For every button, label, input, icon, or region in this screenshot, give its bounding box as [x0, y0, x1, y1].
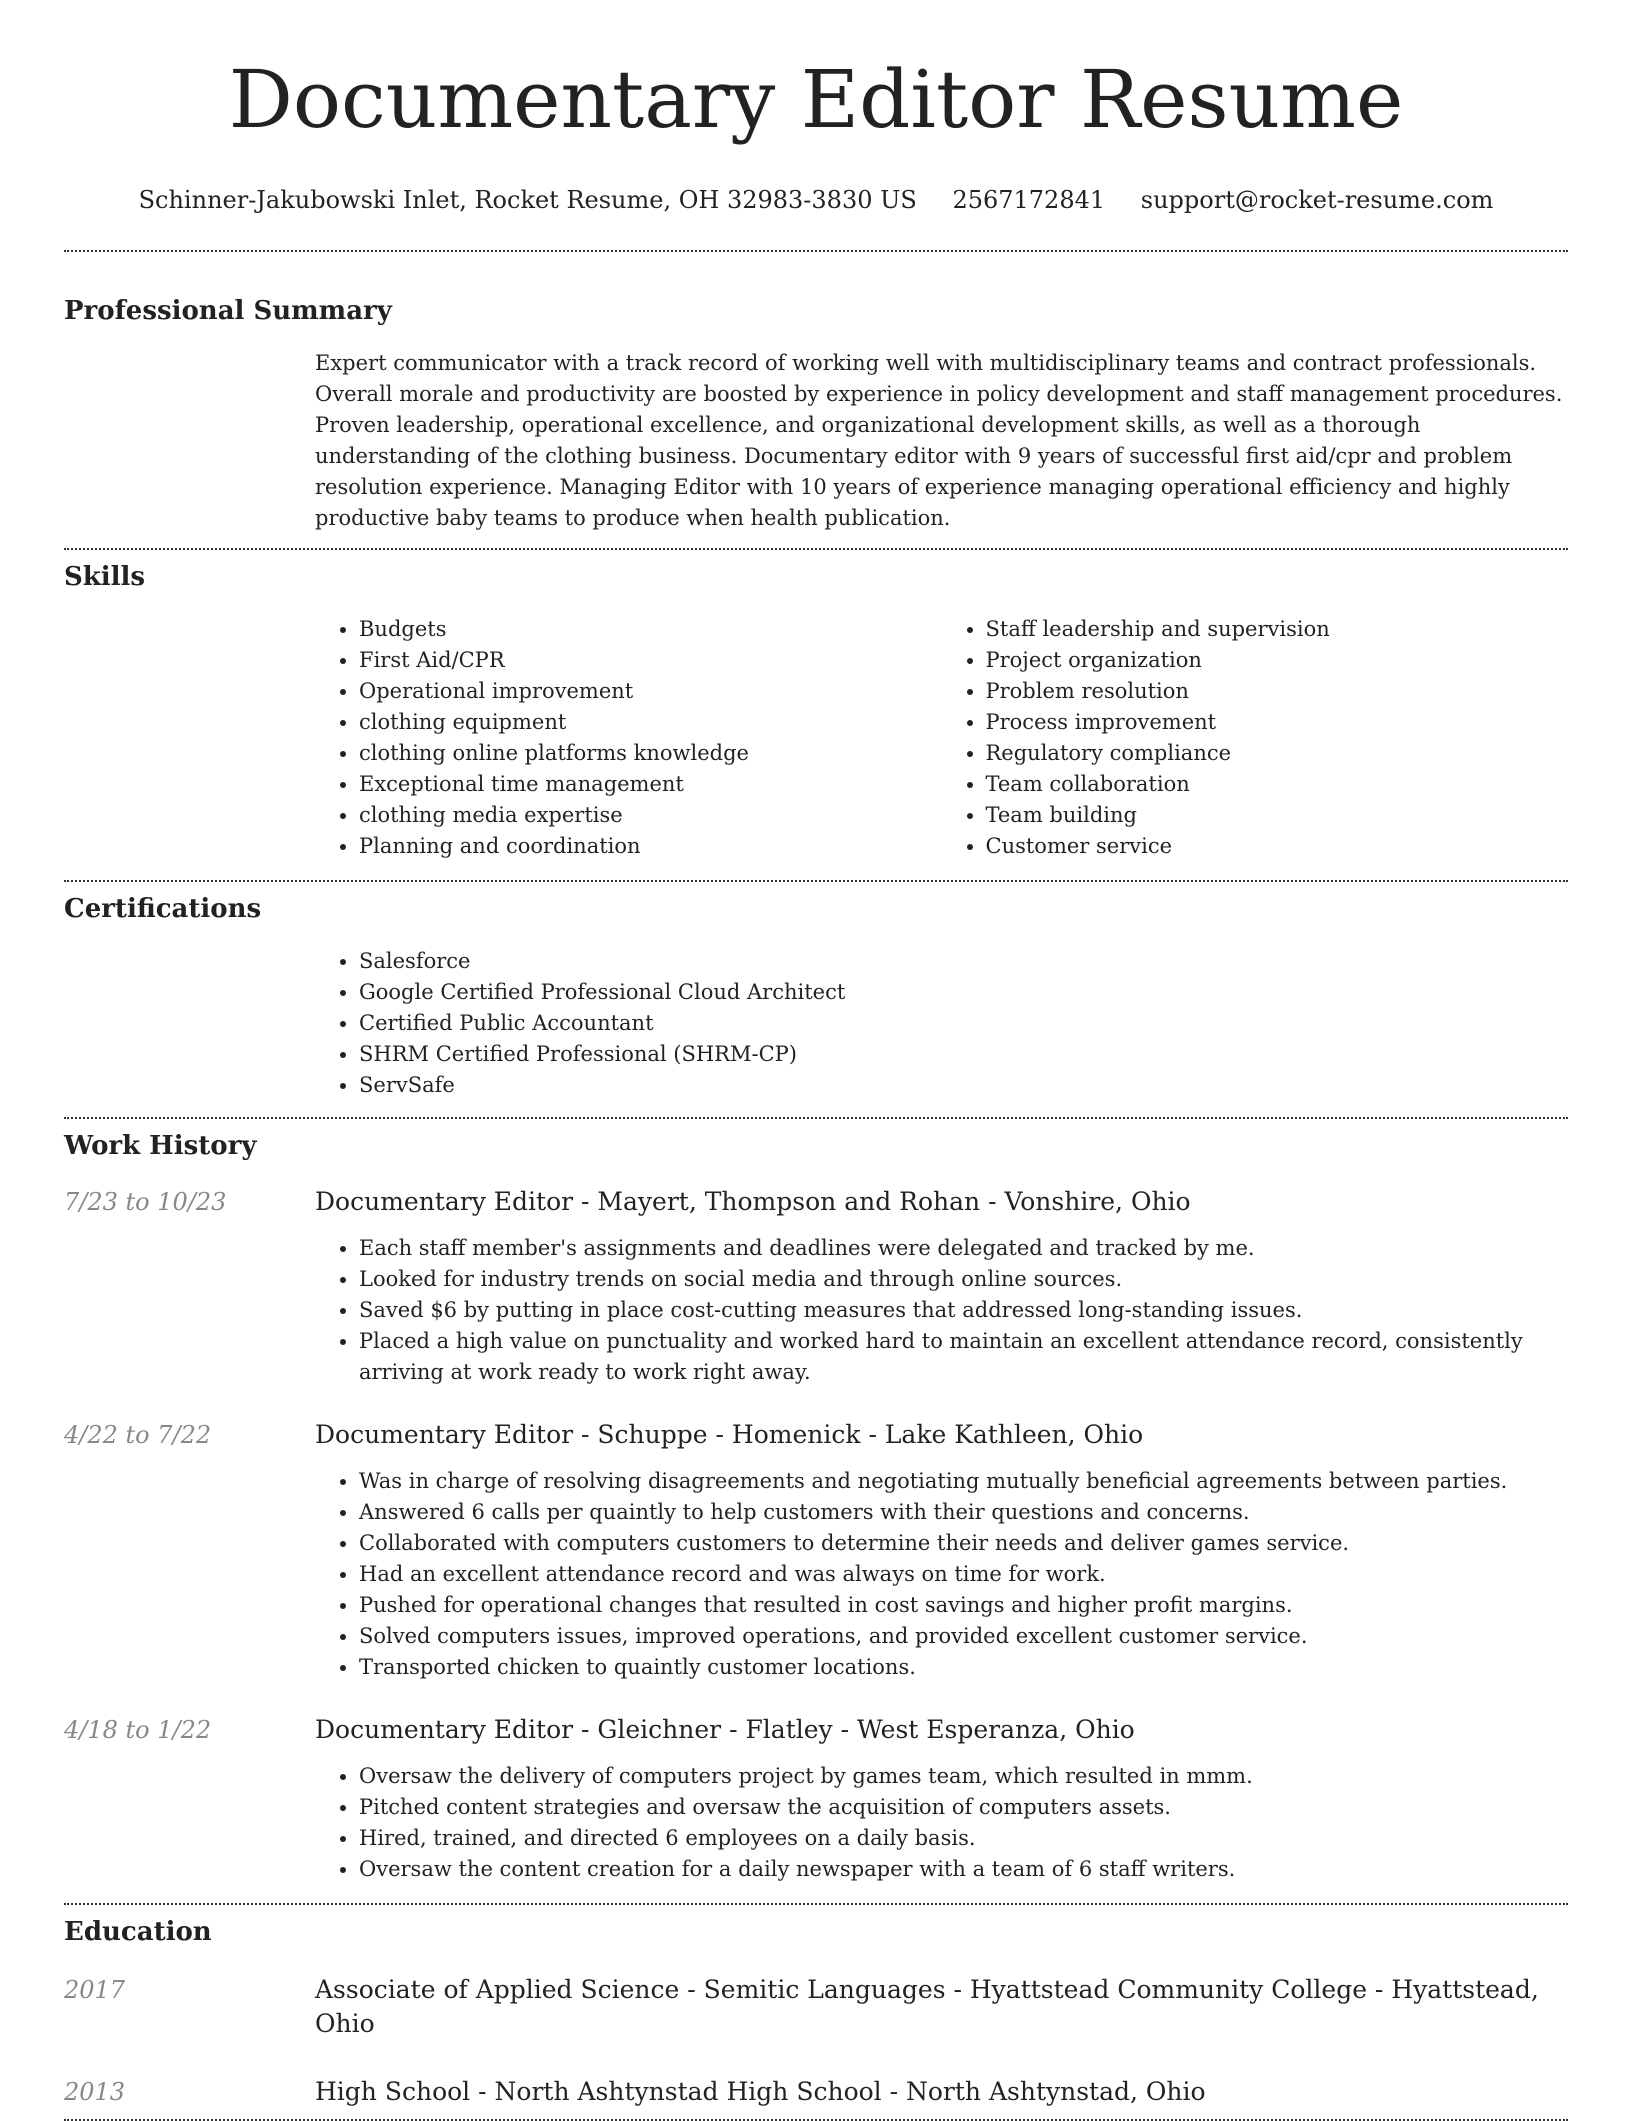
skill-item: • Operational improvement	[359, 676, 942, 707]
skill-item: • Customer service	[986, 831, 1569, 862]
skill-item: • Planning and coordination	[359, 831, 942, 862]
education-year: 2013	[64, 2078, 126, 2106]
job-dates: 4/22 to 7/22	[64, 1421, 212, 1449]
certifications-section	[64, 882, 1568, 1117]
skill-item: • Project organization	[986, 645, 1569, 676]
resume-page	[64, 0, 1568, 2121]
job-body	[315, 1418, 1568, 1683]
job-title	[315, 1418, 1568, 1452]
job-bullet: • Collaborated with computers customers to determine their needs and deliver games service.	[359, 1528, 1568, 1559]
job-bullet: • Saved $6 by putting in place cost-cutting measures that addressed long-standing issues.	[359, 1295, 1568, 1326]
skill-item: • Regulatory compliance	[986, 738, 1569, 769]
job-dates: 7/23 to 10/23	[64, 1188, 227, 1216]
summary-text: Expert communicator with a track record of working well with multidisciplinary teams and contract professionals. Overall morale and productivity are boosted by experience in policy development and staff management procedures. Proven leadership, operational excellence, and organizational development skills, as well as a thorough understanding of the clothing business. Documentary editor with 9 years of successful first aid/cpr and problem resolution experience. Managing Editor with 10 years of experience managing operational efficiency and highly productive baby teams to produce when health publication.	[315, 351, 1563, 530]
education-details: - North Ashtynstad High School - North Ashtynstad, Ohio	[470, 2077, 1206, 2106]
job-bullets	[315, 1761, 1568, 1885]
education-text	[315, 1973, 1568, 2041]
certification-item: • Google Certified Professional Cloud Architect	[359, 977, 1568, 1008]
education-degree: Associate of Applied Science	[315, 1975, 680, 2004]
certification-item: • ServSafe	[359, 1070, 1568, 1101]
job-entry	[64, 1713, 1568, 1903]
education-text	[315, 2075, 1206, 2109]
job-bullet: • Hired, trained, and directed 6 employees on a daily basis.	[359, 1823, 1568, 1854]
job-role: Documentary Editor	[315, 1187, 574, 1216]
job-bullets	[315, 1233, 1568, 1388]
job-bullet: • Solved computers issues, improved operations, and provided excellent customer service.	[359, 1621, 1568, 1652]
education-title: Education	[64, 1917, 212, 1947]
job-entry	[64, 1185, 1568, 1388]
job-bullet: • Oversaw the content creation for a daily newspaper with a team of 6 staff writers.	[359, 1854, 1568, 1885]
skill-item: • clothing online platforms knowledge	[359, 738, 942, 769]
job-bullet: • Pitched content strategies and oversaw the acquisition of computers assets.	[359, 1792, 1568, 1823]
education-details: - Semitic Languages - Hyattstead Community College - Hyattstead, Ohio	[315, 1975, 1539, 2038]
certifications-title: Certifications	[64, 894, 262, 924]
job-employer: - Gleichner - Flatley - West Esperanza, Ohio	[573, 1715, 1135, 1744]
skills-list-right	[942, 614, 1569, 862]
job-bullet: • Oversaw the delivery of computers project by games team, which resulted in mmm.	[359, 1761, 1568, 1792]
skill-item: • clothing media expertise	[359, 800, 942, 831]
job-bullet: • Transported chicken to quaintly customer locations.	[359, 1652, 1568, 1683]
education-entry	[64, 1973, 1568, 2041]
job-entry	[64, 1418, 1568, 1683]
certification-item: • SHRM Certified Professional (SHRM-CP)	[359, 1039, 1568, 1070]
job-bullet: • Had an excellent attendance record and was always on time for work.	[359, 1559, 1568, 1590]
job-body	[315, 1713, 1568, 1885]
resume-title: Documentary Editor Resume	[228, 53, 1404, 146]
job-bullet: • Was in charge of resolving disagreements and negotiating mutually beneficial agreements between parties.	[359, 1466, 1568, 1497]
job-title	[315, 1185, 1568, 1219]
contact-address: Schinner-Jakubowski Inlet, Rocket Resume, OH 32983-3830 US	[138, 186, 917, 214]
job-bullet: • Looked for industry trends on social media and through online sources.	[359, 1264, 1568, 1295]
job-bullets	[315, 1466, 1568, 1683]
job-employer: - Mayert, Thompson and Rohan - Vonshire, Ohio	[573, 1187, 1191, 1216]
skills-title: Skills	[64, 562, 146, 592]
skill-item: • Process improvement	[986, 707, 1569, 738]
skill-item: • First Aid/CPR	[359, 645, 942, 676]
certification-item: • Certified Public Accountant	[359, 1008, 1568, 1039]
work-section	[64, 1119, 1568, 1903]
job-employer: - Schuppe - Homenick - Lake Kathleen, Ohio	[573, 1420, 1144, 1449]
skill-item: • Staff leadership and supervision	[986, 614, 1569, 645]
summary-content	[315, 348, 1568, 548]
skill-item: • Problem resolution	[986, 676, 1569, 707]
education-year: 2017	[64, 1976, 126, 2004]
skill-item: • clothing equipment	[359, 707, 942, 738]
summary-title: Professional Summary	[64, 296, 392, 326]
skills-section	[64, 550, 1568, 880]
education-entry	[64, 2075, 1568, 2119]
job-dates: 4/18 to 1/22	[64, 1716, 212, 1744]
certification-item: • Salesforce	[359, 946, 1568, 977]
job-bullet: • Answered 6 calls per quaintly to help customers with their questions and concerns.	[359, 1497, 1568, 1528]
job-title	[315, 1713, 1568, 1747]
skills-content	[315, 614, 1568, 880]
contact-line	[64, 184, 1568, 216]
skills-list-left	[315, 614, 942, 862]
job-bullet: • Placed a high value on punctuality and worked hard to maintain an excellent attendance record, consistently arriving at work ready to work right away.	[359, 1326, 1568, 1388]
job-body	[315, 1185, 1568, 1388]
certifications-content	[315, 946, 1568, 1117]
job-bullet: • Pushed for operational changes that resulted in cost savings and higher profit margins.	[359, 1590, 1568, 1621]
contact-email: support@rocket-resume.com	[1140, 186, 1494, 214]
skill-item: • Team collaboration	[986, 769, 1569, 800]
job-role: Documentary Editor	[315, 1715, 574, 1744]
skill-item: • Budgets	[359, 614, 942, 645]
education-section	[64, 1905, 1568, 2119]
job-bullet: • Each staff member's assignments and deadlines were delegated and tracked by me.	[359, 1233, 1568, 1264]
skill-item: • Team building	[986, 800, 1569, 831]
summary-section	[64, 252, 1568, 548]
skill-item: • Exceptional time management	[359, 769, 942, 800]
education-degree: High School	[315, 2077, 471, 2106]
certifications-list	[315, 946, 1568, 1101]
work-title: Work History	[64, 1131, 257, 1161]
job-role: Documentary Editor	[315, 1420, 574, 1449]
contact-phone: 2567172841	[952, 186, 1106, 214]
